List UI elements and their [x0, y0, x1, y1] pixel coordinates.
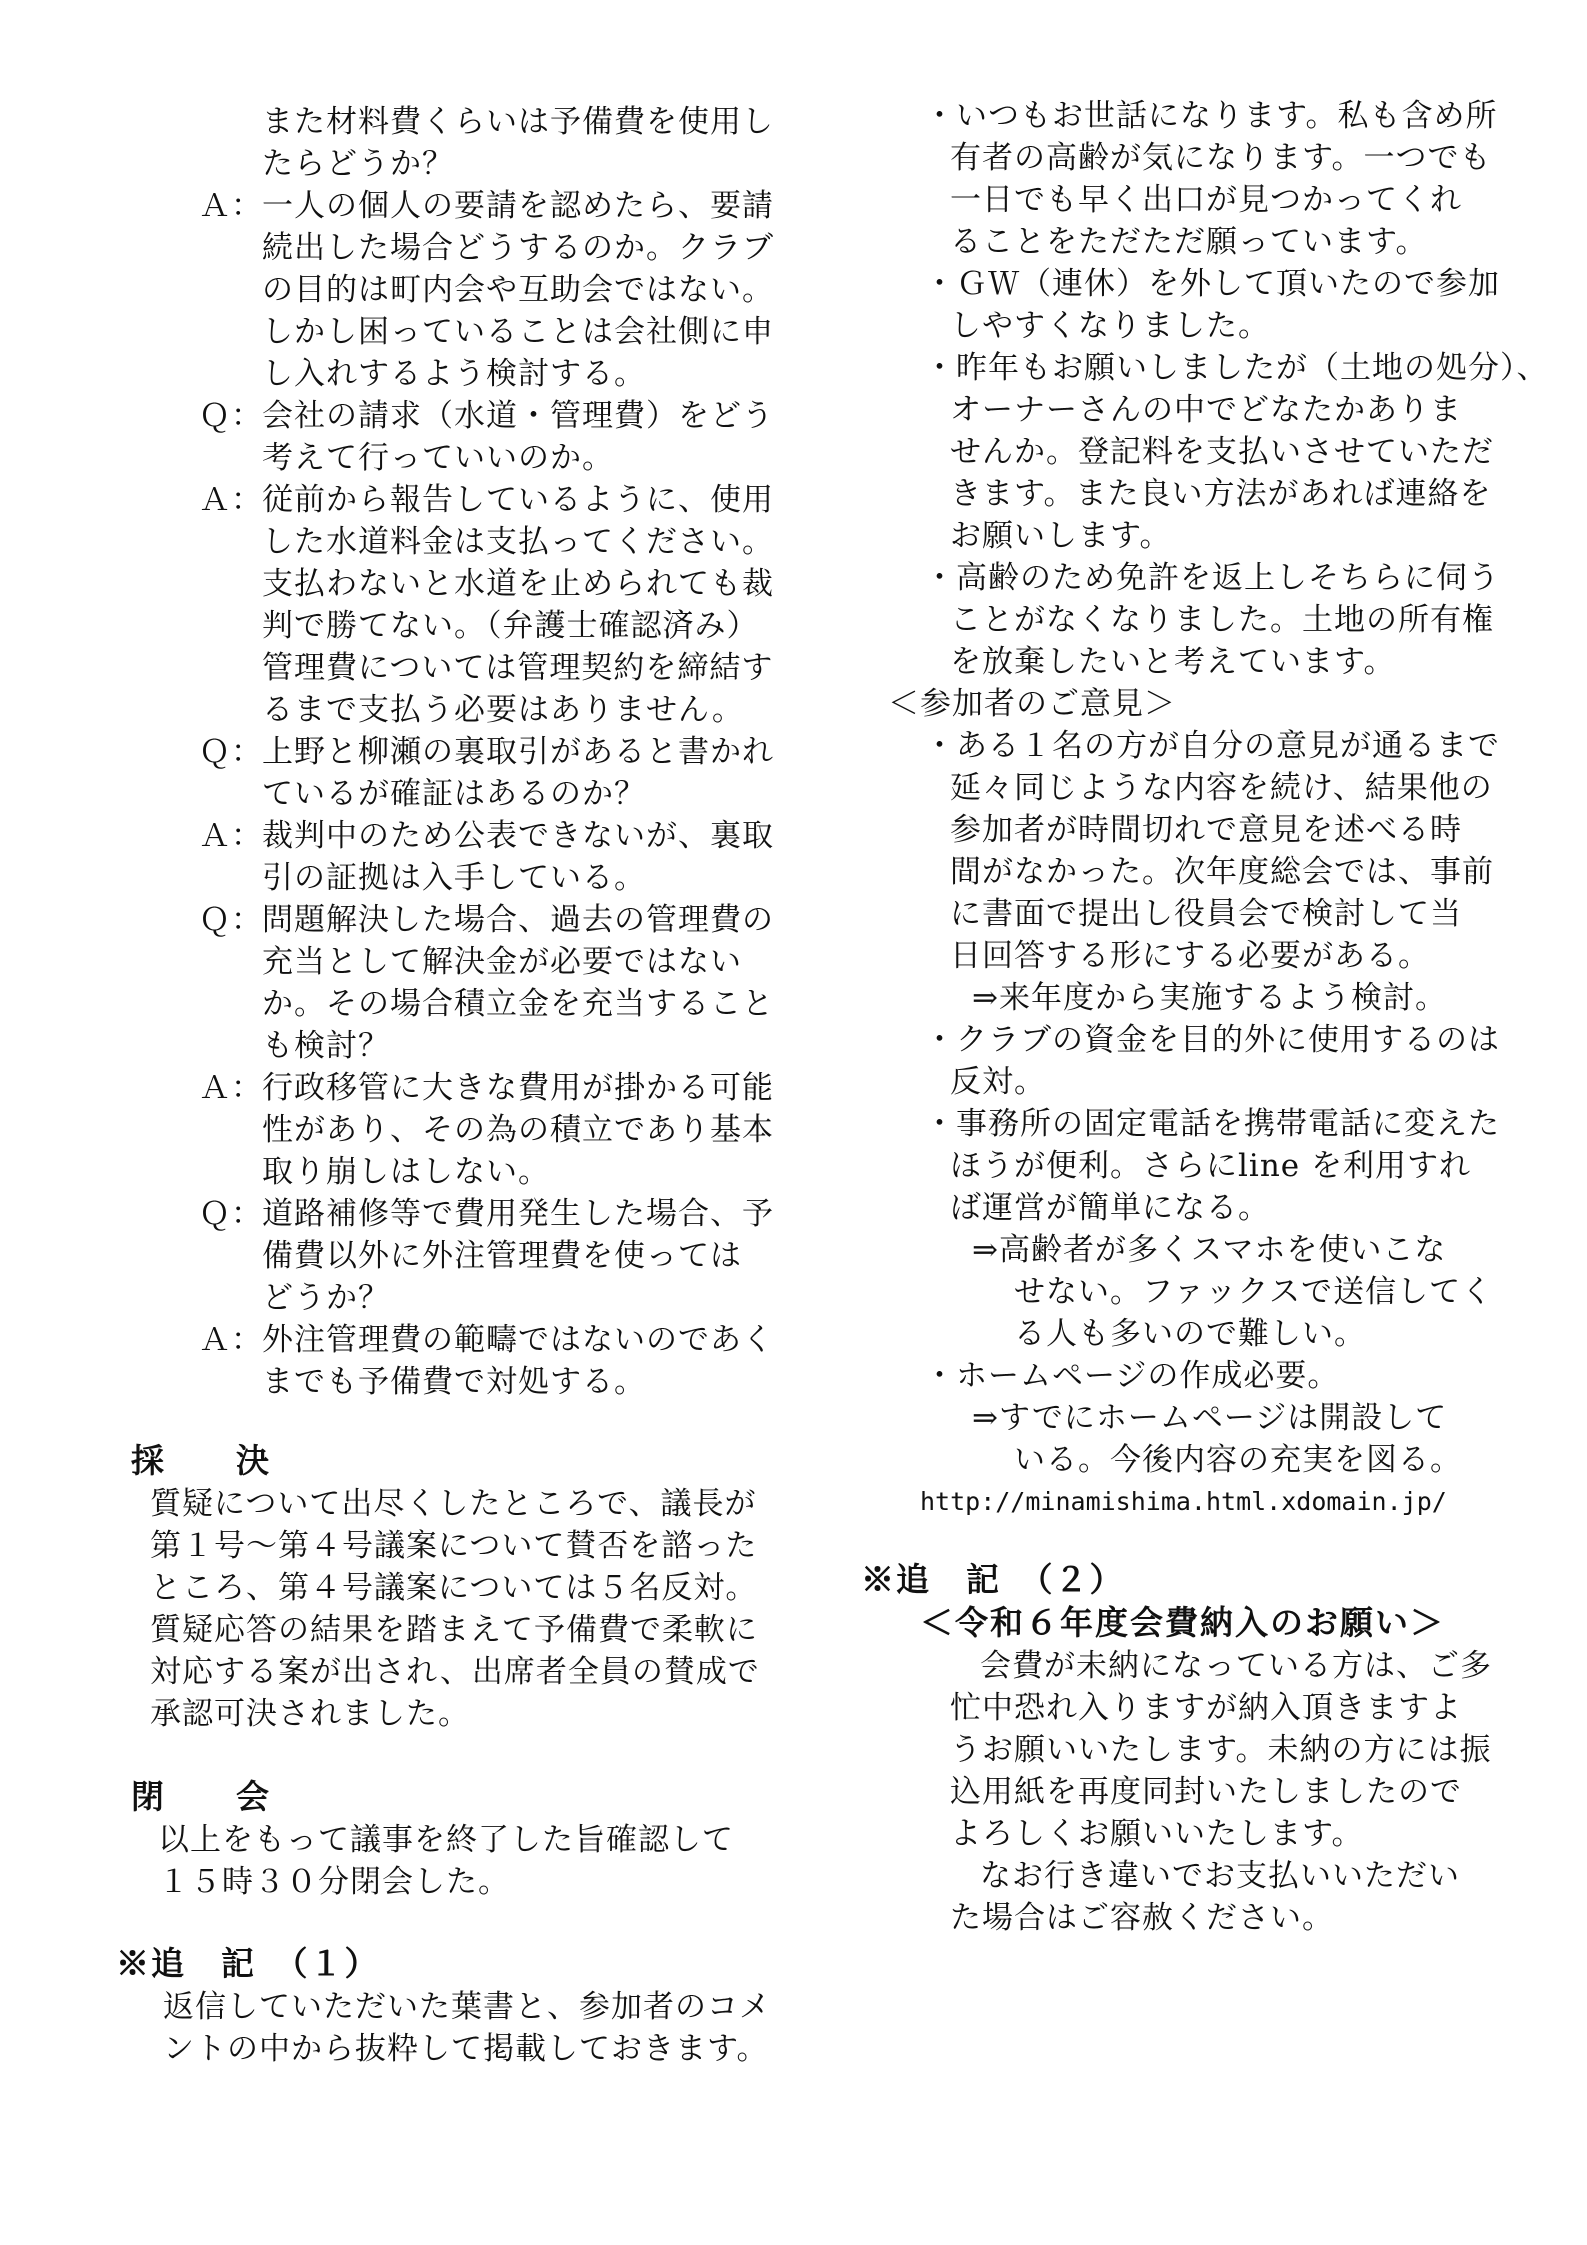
- qa-line: 続出した場合どうするのか。クラブ: [262, 230, 774, 266]
- comment-line: きます。また良い方法があれば連絡を: [950, 476, 1492, 512]
- postscript-2-line: うお願いいたします。未納の方には振: [950, 1732, 1492, 1768]
- answer-mark: Ａ：: [199, 188, 263, 224]
- participants-heading: ＜参加者のご意見＞: [888, 686, 1176, 722]
- vote-line: 質疑応答の結果を踏まえて予備費で柔軟に: [150, 1612, 758, 1648]
- qa-line: 支払わないと水道を止められても裁: [262, 566, 774, 602]
- comment-line: 日回答する形にする必要がある。: [950, 938, 1430, 974]
- postscript-1-line: ントの中から抜粋して掲載しておきます。: [163, 2031, 769, 2067]
- comment-line: 参加者が時間切れで意見を述べる時: [950, 812, 1462, 848]
- comment-line: オーナーさんの中でどなたかありま: [950, 392, 1462, 428]
- qa-line: 充当として解決金が必要ではない: [262, 944, 742, 980]
- comment-line: ば運営が簡単になる。: [950, 1190, 1270, 1226]
- comment-line: しやすくなりました。: [950, 308, 1270, 344]
- qa-line: 上野と柳瀬の裏取引があると書かれ: [262, 734, 774, 770]
- qa-continuation-line: また材料費くらいは予備費を使用し: [262, 104, 774, 140]
- vote-line: 第１号～第４号議案について賛否を諮った: [150, 1528, 758, 1564]
- comment-line: 延々同じような内容を続け、結果他の: [950, 770, 1493, 806]
- vote-line: 質疑について出尽くしたところで、議長が: [150, 1486, 757, 1522]
- homepage-url: http://minamishima.html.xdomain.jp/: [920, 1487, 1447, 1516]
- qa-line: 一人の個人の要請を認めたら、要請: [262, 188, 774, 224]
- postscript-1-line: 返信していただいた葉書と、参加者のコメ: [163, 1989, 771, 2025]
- comment-line: を放棄したいと考えています。: [950, 644, 1396, 680]
- comment-line: ることをただただ願っています。: [950, 224, 1428, 260]
- qa-line: か。その場合積立金を充当すること: [262, 986, 774, 1022]
- comment-line: に書面で提出し役員会で検討して当: [950, 896, 1462, 932]
- answer-mark: Ａ：: [199, 1322, 263, 1358]
- reply-line: ⇒すでにホームページは開設して: [972, 1400, 1448, 1436]
- comment-line: ・ＧＷ（連休）を外して頂いたので参加: [924, 266, 1500, 302]
- closing-line: 以上をもって議事を終了した旨確認して: [158, 1822, 734, 1858]
- qa-line: 性があり、その為の積立であり基本: [262, 1112, 774, 1148]
- comment-line: ・クラブの資金を目的外に使用するのは: [924, 1022, 1500, 1058]
- qa-line: 裁判中のため公表できないが、裏取: [262, 818, 774, 854]
- question-mark: Ｑ：: [199, 902, 263, 938]
- postscript-2-heading: ※追 記 （２）: [861, 1560, 1125, 1599]
- reply-line: いる。今後内容の充実を図る。: [1014, 1442, 1462, 1478]
- qa-line: も検討？: [262, 1028, 390, 1064]
- question-mark: Ｑ：: [199, 734, 263, 770]
- qa-line: 外注管理費の範疇ではないのであく: [262, 1322, 774, 1358]
- qa-line: 判で勝てない。（弁護士確認済み）: [262, 608, 759, 644]
- postscript-2-line: 会費が未納になっている方は、ご多: [980, 1648, 1492, 1684]
- qa-line: 従前から報告しているように、使用: [262, 482, 774, 518]
- postscript-2-line: よろしくお願いいたします。: [950, 1816, 1364, 1852]
- answer-mark: Ａ：: [199, 482, 263, 518]
- vote-line: 対応する案が出され、出席者全員の賛成で: [150, 1654, 760, 1690]
- qa-line: 問題解決した場合、過去の管理費の: [262, 902, 774, 938]
- comment-line: 反対。: [950, 1064, 1046, 1100]
- qa-line: の目的は町内会や互助会ではない。: [262, 272, 774, 308]
- reply-line: せない。ファックスで送信してく: [1014, 1274, 1494, 1310]
- qa-line: 管理費については管理契約を締結す: [262, 650, 774, 686]
- comment-line: 一日でも早く出口が見つかってくれ: [950, 182, 1462, 218]
- postscript-2-subheading: ＜令和６年度会費納入のお願い＞: [920, 1603, 1445, 1642]
- qa-line: し入れするよう検討する。: [262, 356, 646, 392]
- answer-mark: Ａ：: [199, 1070, 263, 1106]
- postscript-2-line: 込用紙を再度同封いたしましたので: [950, 1774, 1462, 1810]
- qa-line: 道路補修等で費用発生した場合、予: [262, 1196, 774, 1232]
- reply-line: ⇒高齢者が多くスマホを使いこな: [972, 1232, 1447, 1268]
- vote-heading: 採 決: [131, 1441, 271, 1480]
- postscript-2-line: 忙中恐れ入りますが納入頂きますよ: [950, 1690, 1462, 1726]
- closing-heading: 閉 会: [131, 1777, 271, 1816]
- reply-line: る人も多いので難しい。: [1014, 1316, 1366, 1352]
- qa-line: 会社の請求（水道・管理費）をどう: [262, 398, 774, 434]
- qa-line: した水道料金は支払ってください。: [262, 524, 774, 560]
- vote-line: 承認可決されました。: [150, 1696, 470, 1732]
- comment-line: ことがなくなりました。土地の所有権: [950, 602, 1494, 638]
- qa-line: しかし困っていることは会社側に申: [262, 314, 774, 350]
- comment-line: 間がなかった。次年度総会では、事前: [950, 854, 1494, 890]
- qa-line: 取り崩しはしない。: [262, 1154, 550, 1190]
- qa-line: どうか？: [262, 1280, 390, 1316]
- comment-line: ほうが便利。さらにline を利用すれ: [950, 1148, 1471, 1184]
- vote-line: ところ、第４号議案については５名反対。: [150, 1570, 758, 1606]
- qa-line: るまで支払う必要はありません。: [262, 692, 744, 728]
- comment-line: ・ある１名の方が自分の意見が通るまで: [924, 728, 1500, 764]
- qa-line: ているが確証はあるのか？: [262, 776, 646, 812]
- comment-line: ・いつもお世話になります。私も含め所: [924, 98, 1498, 134]
- closing-line: １５時３０分閉会した。: [158, 1864, 510, 1900]
- answer-mark: Ａ：: [199, 818, 263, 854]
- reply-line: ⇒来年度から実施するよう検討。: [972, 980, 1447, 1016]
- comment-line: ・ホームページの作成必要。: [924, 1358, 1340, 1394]
- comment-line: お願いします。: [950, 518, 1172, 554]
- postscript-1-heading: ※追 記 （１）: [116, 1944, 380, 1983]
- comment-line: 有者の高齢が気になります。一つでも: [950, 140, 1492, 176]
- qa-line: 考えて行っていいのか。: [262, 440, 614, 476]
- question-mark: Ｑ：: [199, 398, 263, 434]
- qa-line: までも予備費で対処する。: [262, 1364, 646, 1400]
- qa-line: 行政移管に大きな費用が掛かる可能: [262, 1070, 774, 1106]
- comment-line: ・事務所の固定電話を携帯電話に変えた: [924, 1106, 1500, 1142]
- comment-line: せんか。登記料を支払いさせていただ: [950, 434, 1494, 470]
- comment-line: ・高齢のため免許を返上しそちらに伺う: [924, 560, 1500, 596]
- comment-line: ・昨年もお願いしましたが（土地の処分）、: [924, 350, 1549, 386]
- postscript-2-line: なお行き違いでお支払いいただい: [980, 1858, 1460, 1894]
- qa-continuation-line: たらどうか？: [262, 146, 454, 182]
- qa-line: 備費以外に外注管理費を使っては: [262, 1238, 742, 1274]
- question-mark: Ｑ：: [199, 1196, 263, 1232]
- postscript-2-line: た場合はご容赦ください。: [950, 1900, 1334, 1936]
- qa-line: 引の証拠は入手している。: [262, 860, 646, 896]
